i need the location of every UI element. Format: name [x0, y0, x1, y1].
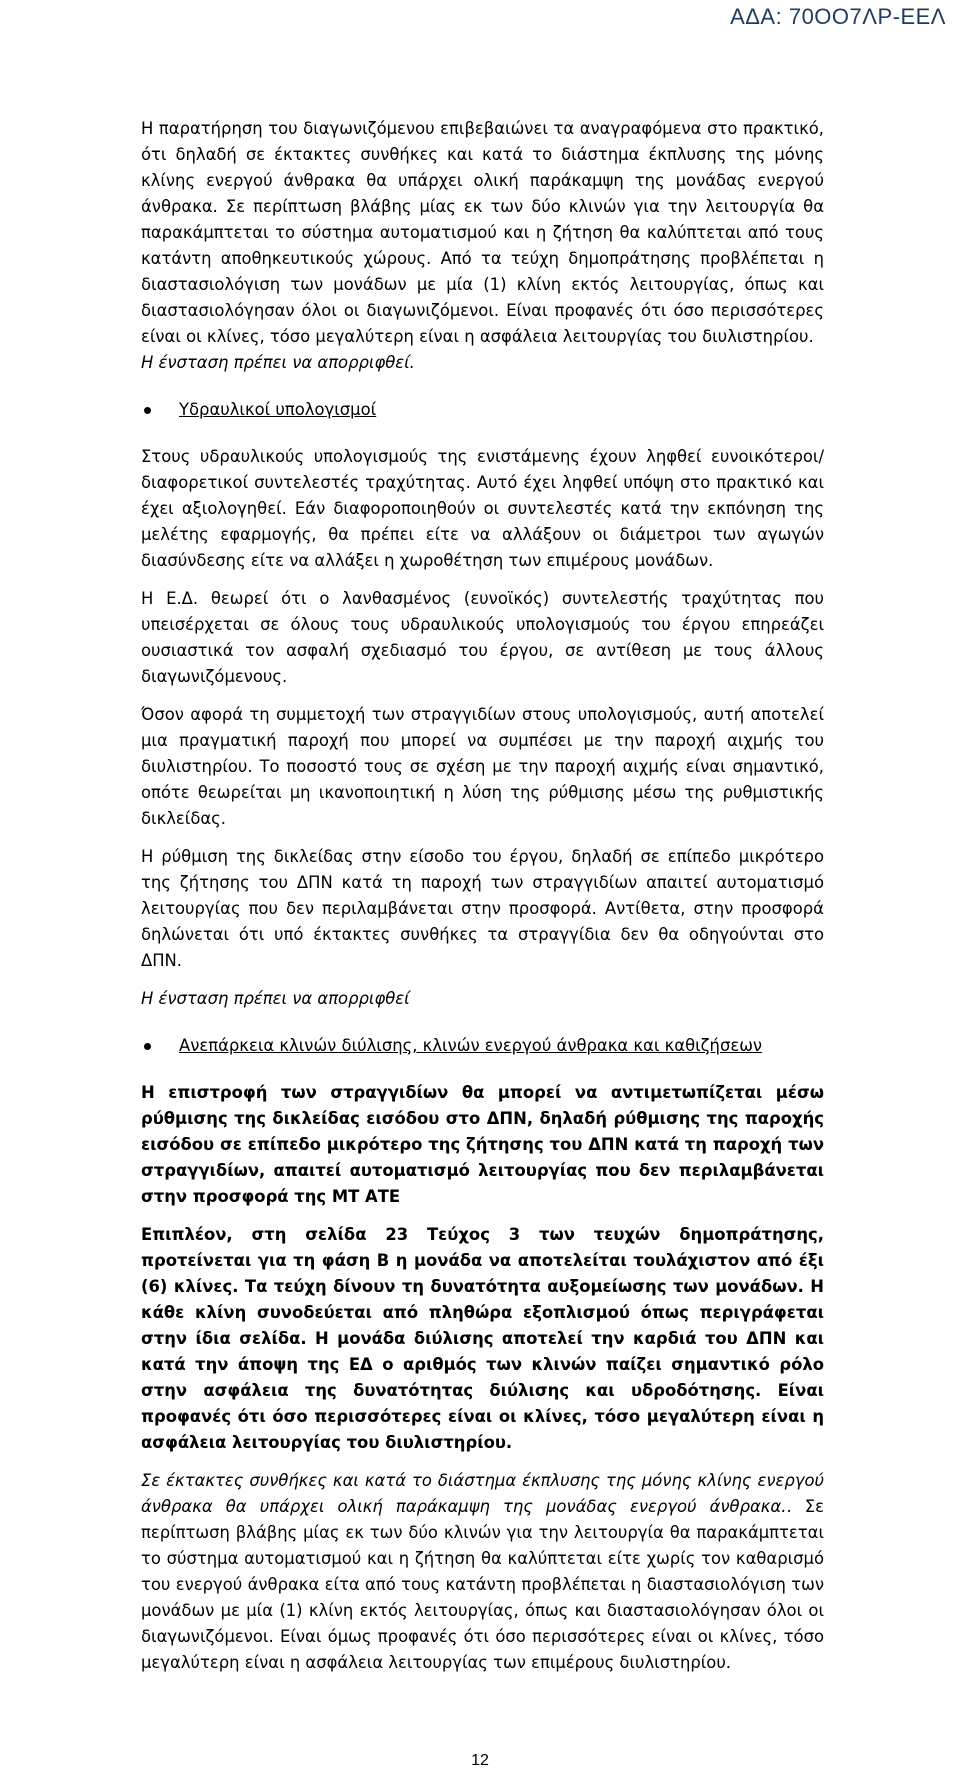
emergency-italic-text: Σε έκτακτες συνθήκες και κατά το διάστημα έκπλυσης της μόνης κλίνης ενεργού άνθρακα θα υπάρχει ολική παράκαμψη της μονάδας ενεργού άνθρακα. [141, 1471, 824, 1516]
paragraph-drainage: Όσον αφορά τη συμμετοχή των στραγγιδίων στους υπολογισμούς, αυτή αποτελεί μια πραγματική παροχή που μπορεί να συμπέσει με την παροχή αιχμής του διυλιστηρίου. Το ποσοστό τους σε σχέση με την παροχή αιχμής είναι σημαντικό, οπότε θεωρείται μη ικανοποιητική η λύση της ρύθμισης μέσω της ρυθμιστικής δικλείδας. [141, 705, 824, 828]
bullet-dot-icon [144, 407, 151, 414]
bullet-dot-icon [144, 1043, 151, 1050]
paragraph-emergency [141, 1468, 824, 1676]
paragraph-bold-beds: Επιπλέον, στη σελίδα 23 Τεύχος 3 των τευχών δημοπράτησης, προτείνεται για τη φάση Β η μονάδα να αποτελείται τουλάχιστον από έξι (6) κλίνες. Τα τεύχη δίνουν τη δυνατότητα αυξομείωσης των μονάδων. Η κάθε κλίνη συνοδεύεται από πληθώρα εξοπλισμού όπως περιγράφεται στην ίδια σελίδα. Η μονάδα διύλισης αποτελεί την καρδιά του ΔΠΝ και κατά την άποψη της ΕΔ ο αριθμός των κλινών παίζει σημαντικό ρόλο στην ασφάλεια της δυνατότητας διύλισης και υδροδότησης. Είναι προφανές ότι όσο περισσότερες είναι οι κλίνες, τόσο μεγαλύτερη είναι η ασφάλεια λειτουργίας του διυλιστηρίου. [141, 1225, 824, 1452]
bullet-insufficient-beds [141, 1032, 824, 1060]
paragraph-bold-drainage: Η επιστροφή των στραγγιδίων θα μπορεί να αντιμετωπίζεται μέσω ρύθμισης της δικλείδας εισόδου στο ΔΠΝ, δηλαδή ρύθμισης της παροχής εισόδου σε επίπεδο μικρότερο της ζήτησης του ΔΠΝ κατά τη παροχή των στραγγιδίων, απαιτεί αυτοματισμό λειτουργίας που δεν περιλαμβάνεται στην προσφορά της ΜΤ ΑΤΕ [141, 1083, 824, 1206]
page-number: 12 [471, 1752, 489, 1769]
emergency-rest-text: . Σε περίπτωση βλάβης μίας εκ των δύο κλινών για την λειτουργία θα παρακάμπτεται το σύστημα αυτοματισμού και η ζήτηση θα καλύπτεται είτε χωρίς τον καθαρισμό του ενεργού άνθρακα είτα από τους κατάντη προβλέπεται η διαστασιολόγιση των μονάδων με μία (1) κλίνη εκτός λειτουργίας, όπως και διαστασιολόγησαν όλοι οι διαγωνιζόμενοι. Είναι όμως προφανές ότι όσο περισσότερες είναι οι κλίνες, τόσο μεγαλύτερη είναι η ασφάλεια λειτουργίας των επιμέρους διυλιστηρίου. [141, 1497, 824, 1672]
bullet-label: Υδραυλικοί υπολογισμοί [179, 400, 377, 419]
document-body [141, 116, 824, 1676]
ada-header: ΑΔΑ: 70ΟΟ7ΛΡ-ΕΕΛ [730, 4, 946, 29]
paragraph-valve: Η ρύθμιση της δικλείδας στην είσοδο του έργου, δηλαδή σε επίπεδο μικρότερο της ζήτησης του ΔΠΝ κατά τη παροχή των στραγγιδίων απαιτεί αυτοματισμό λειτουργίας που δεν περιλαμβάνεται στην προσφορά. Αντίθετα, στην προσφορά δηλώνεται ότι υπό έκτακτες συνθήκες τα στραγγίδια δεν θα οδηγούνται στο ΔΠΝ. [141, 847, 824, 970]
bullet-hydraulic-calculations [141, 396, 824, 424]
bullet-label: Ανεπάρκεια κλινών διύλισης, κλινών ενεργού άνθρακα και καθιζήσεων [179, 1036, 763, 1055]
paragraph-roughness: Στους υδραυλικούς υπολογισμούς της ενιστάμενης έχουν ληφθεί ευνοικότεροι/διαφορετικοί συντελεστές τραχύτητας. Αυτό έχει ληφθεί υπόψη στο πρακτικό και έχει αξιολογηθεί. Εάν διαφοροποιηθούν οι συντελεστές κατά την εκπόνηση της μελέτης εφαρμογής, θα πρέπει είτε να αλλάξουν οι διάμετροι των αγωγών διασύνδεσης είτε να αλλάξει η χωροθέτηση των επιμέρους μονάδων. [141, 447, 824, 570]
paragraph-observation: Η παρατήρηση του διαγωνιζόμενου επιβεβαιώνει τα αναγραφόμενα στο πρακτικό, ότι δηλαδή σε έκτακτες συνθήκες και κατά το διάστημα έκπλυσης της μόνης κλίνης ενεργού άνθρακα θα υπάρχει ολική παράκαμψη της μονάδας ενεργού άνθρακα. Σε περίπτωση βλάβης μίας εκ των δύο κλινών για την λειτουργία θα παρακάμπτεται το σύστημα αυτοματισμού και η ζήτηση θα καλύπτεται από τους κατάντη αποθηκευτικούς χώρους. Από τα τεύχη δημοπράτησης προβλέπεται η διαστασιολόγιση των μονάδων με μία (1) κλίνη εκτός λειτουργίας, όπως και διαστασιολόγησαν όλοι οι διαγωνιζόμενοι. Είναι προφανές ότι όσο περισσότερες είναι οι κλίνες, τόσο μεγαλύτερη είναι η ασφάλεια λειτουργίας του διυλιστηρίου. [141, 119, 824, 346]
paragraph-conclusion-2: Η ένσταση πρέπει να απορριφθεί [141, 989, 410, 1008]
paragraph-conclusion-1: Η ένσταση πρέπει να απορριφθεί. [141, 353, 415, 372]
paragraph-ed-opinion: Η Ε.Δ. θεωρεί ότι ο λανθασμένος (ευνοϊκός) συντελεστής τραχύτητας που υπεισέρχεται σε όλους τους υδραυλικούς υπολογισμούς του έργου επηρεάζει ουσιαστικά τον ασφαλή σχεδιασμό του έργου, σε αντίθεση με τους άλλους διαγωνιζόμενους. [141, 589, 824, 686]
